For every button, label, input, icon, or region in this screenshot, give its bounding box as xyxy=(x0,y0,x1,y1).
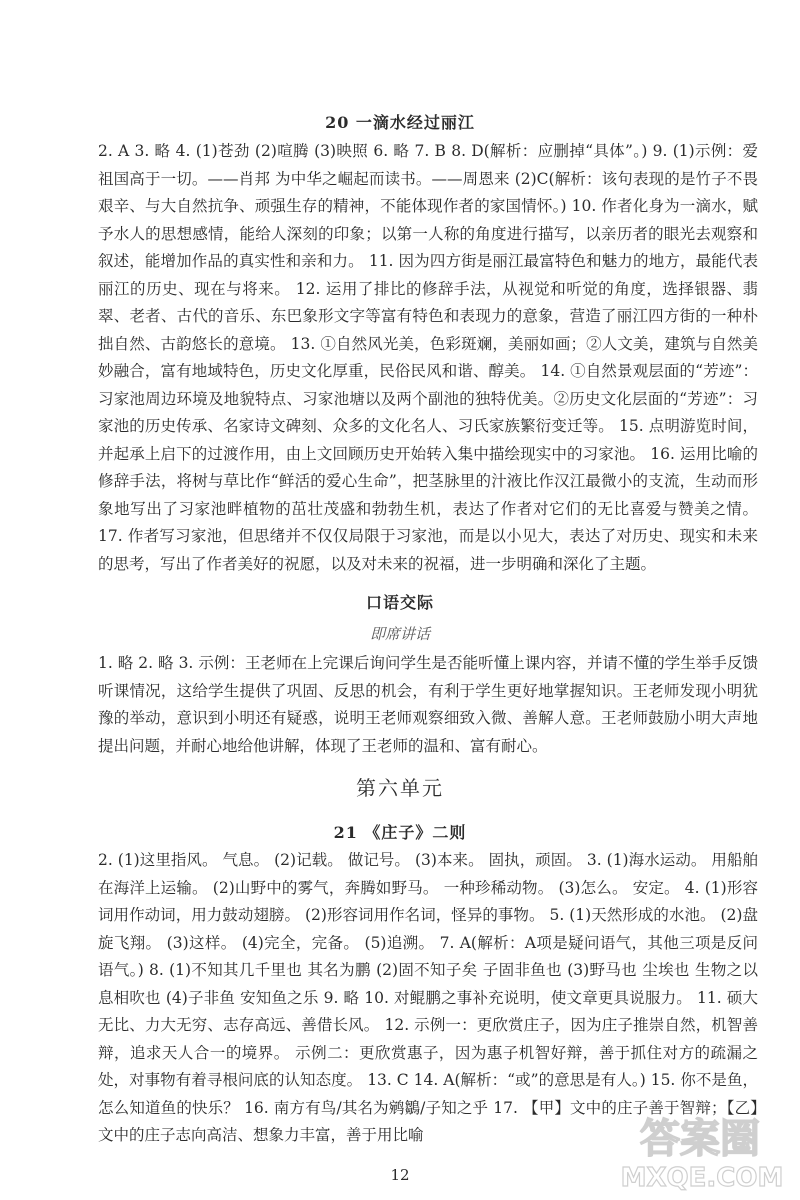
watermark-text: 答案圈 xyxy=(640,1116,760,1162)
watermark-logo xyxy=(612,1100,792,1195)
section-20-answers: 2. A 3. 略 4. (1)苍劲 (2)喧腾 (3)映照 6. 略 7. B 8. D(解析：应删掉“具体”。) 9. (1)示例：爱祖国高于一切。——肖邦 为中华之崛起而读书。——周恩来 (2)C(解析：该句表现的是竹子不畏艰辛、与大自然抗争、顽强生存的精神，不能体现作者的家国情怀。) 10. 作者化身为一滴水，赋予水人的思想感情，能给人深刻的印象；以第一人称的角度进行描写，以亲历者的眼光去观察和叙述，能增加作品的真实性和亲和力。 11. 因为四方街是丽江最富特色和魅力的地方，最能代表丽江的历史、现在与将来。 12. 运用了排比的修辞手法，从视觉和听觉的角度，选择银器、翡翠、老者、古代的音乐、东巴象形文字等富有特色和表现力的意象，营造了丽江四方街的一种朴拙自然、古韵悠长的意境。 13. ①自然风光美，色彩斑斓，美丽如画；②人文美，建筑与自然美妙融合，富有地域特色，历史文化厚重，民俗民风和谐、醇美。 14. ①自然景观层面的“芳迹”：习家池周边环境及地貌特点、习家池塘以及两个副池的独特优美。②历史文化层面的“芳迹”：习家池的历史传承、名家诗文碑刻、众多的文化名人、习氏家族繁衍变迁等。 15. 点明游览时间，并起承上启下的过渡作用，由上文回顾历史开始转入集中描绘现实中的习家池。 16. 运用比喻的修辞手法，将树与草比作“鲜活的爱心生命”，把茎脉里的汁液比作汉江最微小的支流，生动而形象地写出了习家池畔植物的茁壮茂盛和勃勃生机，表达了作者对它们的无比喜爱与赞美之情。 17. 作者写习家池，但思绪并不仅仅局限于习家池，而是以小见大，表达了对历史、现实和未来的思考，写出了作者美好的祝愿，以及对未来的祝福，进一步明确和深化了主题。 xyxy=(98,142,758,573)
watermark-domain: MXQE.COM xyxy=(620,1163,784,1193)
oral-communication-subtitle: 即席讲话 xyxy=(369,625,430,643)
oral-communication-title: 口语交际 xyxy=(365,593,434,612)
section-21-title: 21 《庄子》二则 xyxy=(333,823,467,842)
section-21-answers: 2. (1)这里指风。 气息。 (2)记载。 做记号。 (3)本来。 固执，顽固。 3. (1)海水运动。 用船舶在海洋上运输。 (2)山野中的雾气，奔腾如野马。 一种珍稀动物。 (3)怎么。 安定。 4. (1)形容词用作动词，用力鼓动翅膀。 (2)形容词用作名词，怪异的事物。 5. (1)天然形成的水池。 (2)盘旋飞翔。 (3)这样。 (4)完全，完备。 (5)追溯。 7. A(解析：A项是疑问语气，其他三项是反问语气。) 8. (1)不知其几千里也 其名为鹏 (2)固不知子矣 子固非鱼也 (3)野马也 尘埃也 生物之以息相吹也 (4)子非鱼 安知鱼之乐 9. 略 10. 对鲲鹏之事补充说明，使文章更具说服力。 11. 硕大无比、力大无穷、志存高远、善借长风。 12. 示例一：更欣赏庄子，因为庄子推崇自然，机智善辩，追求天人合一的境界。 示例二：更欣赏惠子，因为惠子机智好辩，善于抓住对方的疏漏之处，对事物有着寻根问底的认知态度。 13. C 14. A(解析：“或”的意思是有人。) 15. 你不是鱼，怎么知道鱼的快乐？ 16. 南方有鸟/其名为鹓鶵/子知之乎 17. 【甲】文中的庄子善于智辩；【乙】文中的庄子志向高洁、想象力丰富，善于用比喻 xyxy=(98,851,758,1144)
unit-6-title: 第六单元 xyxy=(356,776,444,800)
oral-communication-answers: 1. 略 2. 略 3. 示例：王老师在上完课后询问学生是否能听懂上课内容，并请不懂的学生举手反馈听课情况，这给学生提供了巩固、反思的机会，有利于学生更好地掌握知识。王老师发现小明犹豫的举动，意识到小明还有疑惑，说明王老师观察细致入微、善解人意。王老师鼓励小明大声地提出问题，并耐心地给他讲解，体现了王老师的温和、富有耐心。 xyxy=(98,654,758,755)
section-20-title: 20 一滴水经过丽江 xyxy=(325,113,475,132)
page-number: 12 xyxy=(390,1166,410,1184)
